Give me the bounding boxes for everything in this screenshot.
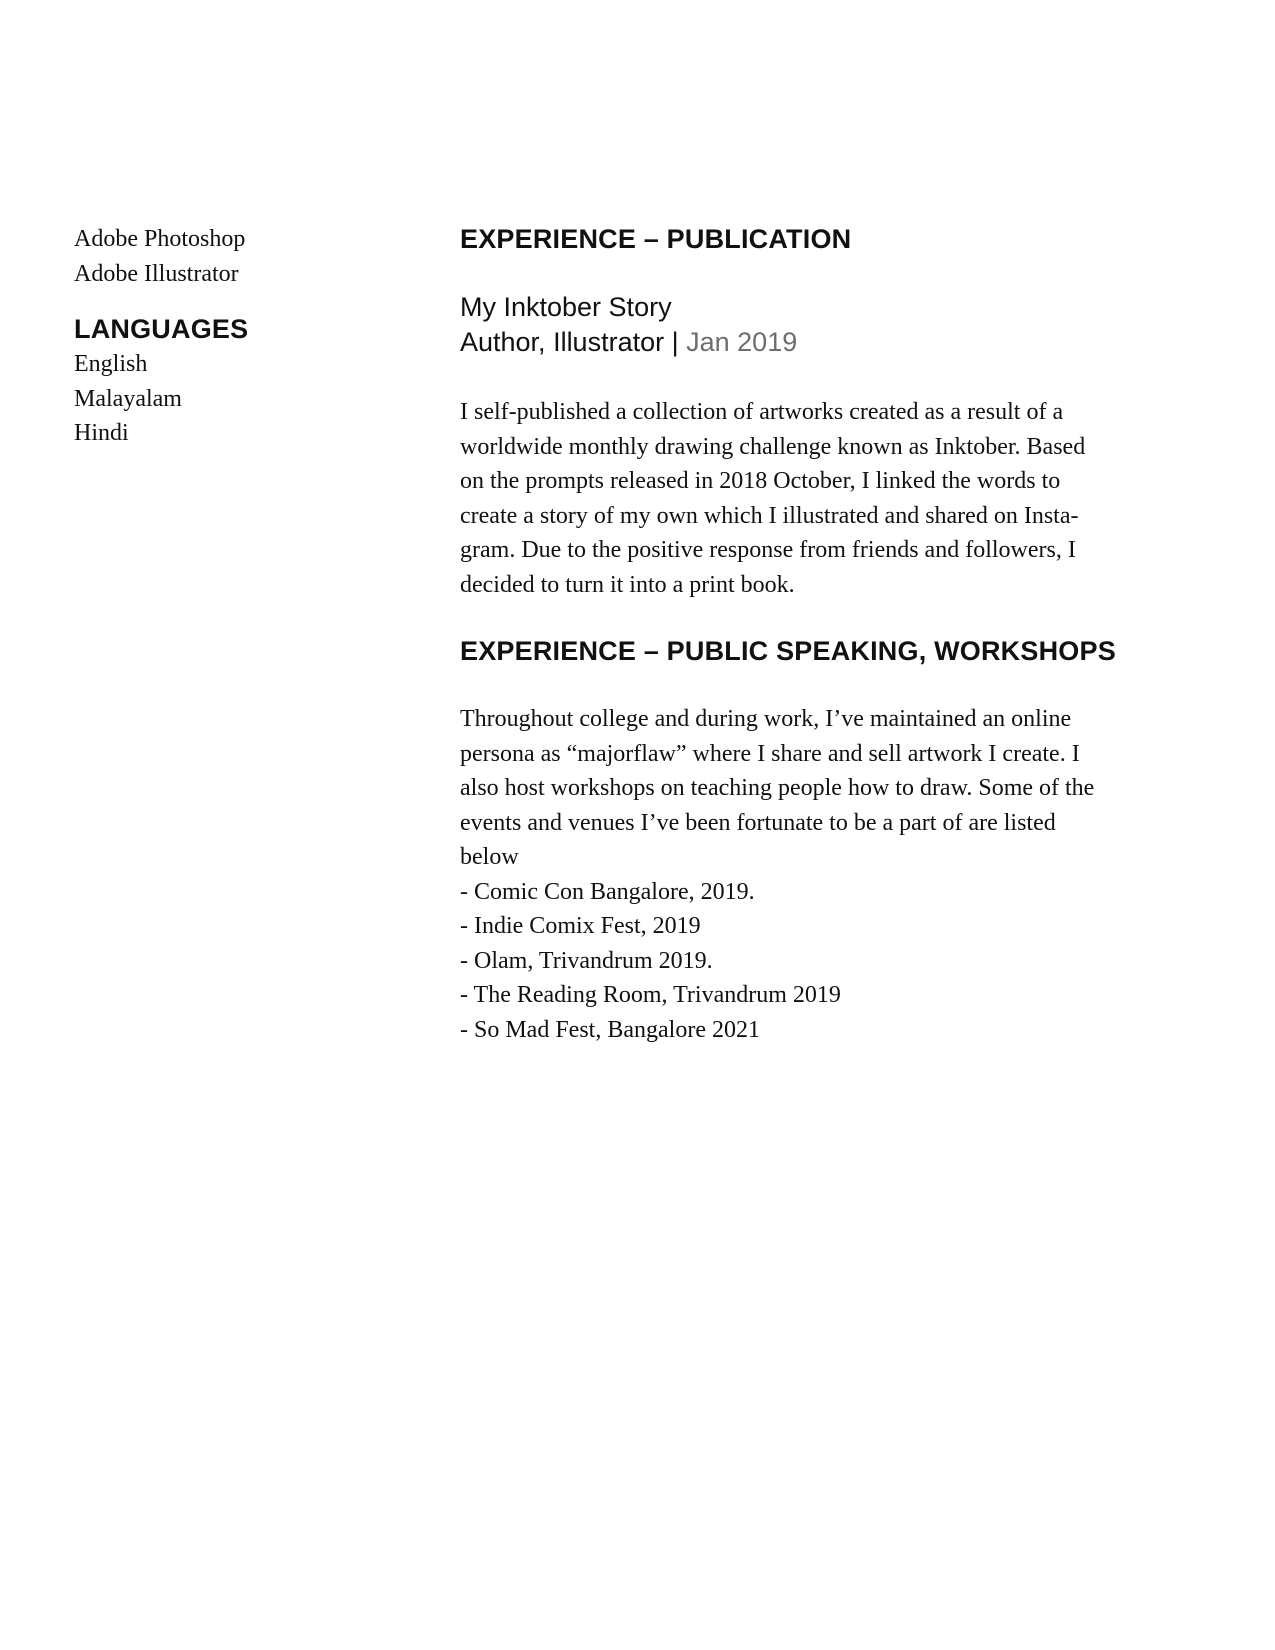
skill-item: Adobe Illustrator — [74, 260, 239, 287]
speaking-description — [460, 702, 1190, 1047]
paragraph-line: decided to turn it into a print book. — [460, 571, 795, 598]
publication-entry — [460, 290, 1190, 360]
skill-item: Adobe Photoshop — [74, 226, 246, 252]
languages-list — [74, 347, 404, 451]
event-item: - Indie Comix Fest, 2019 — [460, 913, 701, 939]
publication-heading: EXPERIENCE – PUBLICATION — [460, 224, 852, 254]
publication-role: Author, Illustrator | — [460, 327, 687, 357]
language-item: Hindi — [74, 420, 129, 446]
paragraph-line: create a story of my own which I illustrated and shared on Insta- — [460, 502, 1079, 529]
event-item: - The Reading Room, Trivandrum 2019 — [460, 982, 841, 1008]
paragraph-line: also host workshops on teaching people how to draw. Some of the — [460, 775, 1095, 801]
skills-list — [74, 222, 404, 291]
language-item: Malayalam — [74, 385, 182, 412]
paragraph-line: Throughout college and during work, I’ve maintained an online — [460, 706, 1072, 732]
publication-meta — [460, 325, 1190, 360]
paragraph-line: worldwide monthly drawing challenge known as Inktober. Based — [460, 433, 1086, 460]
paragraph-line: on the prompts released in 2018 October, I linked the words to — [460, 468, 1061, 494]
paragraph-line: gram. Due to the positive response from friends and followers, I — [460, 537, 1076, 563]
publication-description — [460, 395, 1190, 602]
sidebar — [74, 222, 404, 451]
paragraph-line: persona as “majorflaw” where I share and sell artwork I create. I — [460, 740, 1080, 767]
event-item: - Comic Con Bangalore, 2019. — [460, 878, 755, 905]
language-item: English — [74, 351, 148, 377]
event-item: - Olam, Trivandrum 2019. — [460, 947, 713, 974]
speaking-heading: EXPERIENCE – PUBLIC SPEAKING, WORKSHOPS — [460, 636, 1116, 666]
event-item: - So Mad Fest, Bangalore 2021 — [460, 1016, 760, 1043]
main-content — [460, 220, 1190, 1047]
paragraph-line: events and venues I’ve been fortunate to be a part of are listed — [460, 809, 1056, 836]
languages-heading: LANGUAGES — [74, 314, 249, 344]
paragraph-line: below — [460, 844, 519, 870]
paragraph-line: I self-published a collection of artworks created as a result of a — [460, 399, 1064, 425]
publication-title: My Inktober Story — [460, 292, 672, 322]
publication-date: Jan 2019 — [686, 327, 798, 357]
